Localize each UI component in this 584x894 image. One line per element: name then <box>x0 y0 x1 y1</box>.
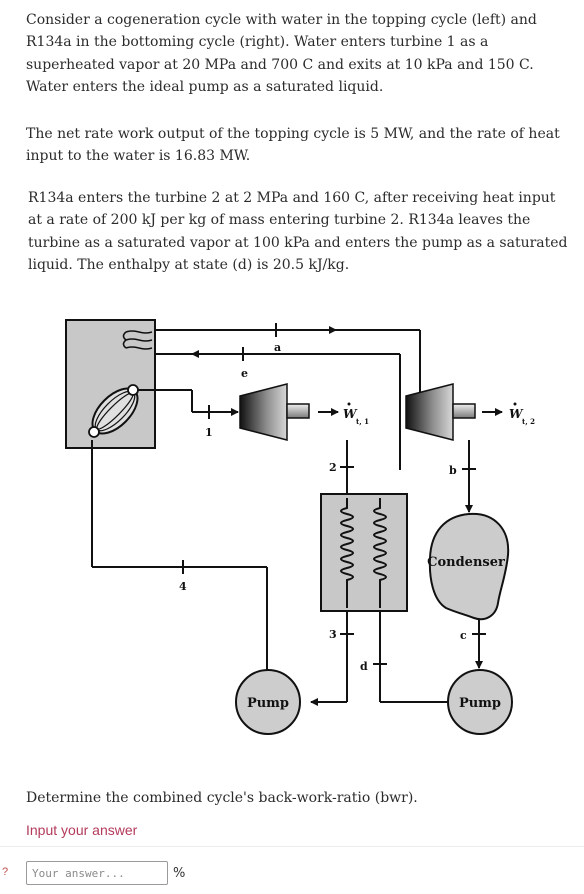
required-marker: ? <box>2 866 9 878</box>
state-b-label: b <box>449 464 457 477</box>
answer-unit: % <box>173 866 186 881</box>
turbine-2-icon <box>406 384 475 440</box>
divider <box>0 846 584 847</box>
state-e-label: e <box>241 367 248 380</box>
state-4-label: 4 <box>179 580 187 593</box>
turbine-1-icon <box>240 384 309 440</box>
svg-text:t, 1: t, 1 <box>356 417 369 426</box>
problem-paragraph-1: Consider a cogeneration cycle with water in the topping cycle (left) and R134a in the bottoming cycle (right). Water enters turbine 1 as a superheated vapor at 20 MPa and 700 C and exits at 10 kPa and 150 C. Water enters the ideal pump as a saturated liquid. <box>26 12 537 95</box>
work-turbine-2-label <box>509 403 535 427</box>
state-1-label: 1 <box>205 426 213 439</box>
input-prompt: Input your answer <box>26 822 138 838</box>
heat-exchanger <box>321 494 407 611</box>
question-text: Determine the combined cycle's back-work-ratio (bwr). <box>26 790 418 806</box>
problem-paragraph-2: The net rate work output of the topping cycle is 5 MW, and the rate of heat input to the water is 16.83 MW. <box>26 126 560 165</box>
problem-paragraph-3: R134a enters the turbine 2 at 2 MPa and 160 C, after receiving heat input at a rate of 200 kJ per kg of mass entering turbine 2. R134a leaves the turbine as a saturated vapor at 100 kPa and enters the pump as a saturated liquid. The enthalpy at state (d) is 20.5 kJ/kg. <box>28 190 568 273</box>
svg-text:W: W <box>509 407 523 421</box>
state-c-label: c <box>460 629 467 642</box>
pump-left-label: Pump <box>246 696 290 711</box>
answer-input[interactable] <box>26 861 168 885</box>
svg-text:W: W <box>343 407 357 421</box>
work-turbine-1-label <box>343 403 369 427</box>
state-2-label: 2 <box>329 461 337 474</box>
condenser-label: Condenser <box>427 555 505 570</box>
state-d-label: d <box>360 660 368 673</box>
svg-text:t, 2: t, 2 <box>522 417 535 426</box>
pump-right-label: Pump <box>458 696 502 711</box>
state-3-label: 3 <box>329 628 337 641</box>
state-a-label: a <box>274 341 282 354</box>
